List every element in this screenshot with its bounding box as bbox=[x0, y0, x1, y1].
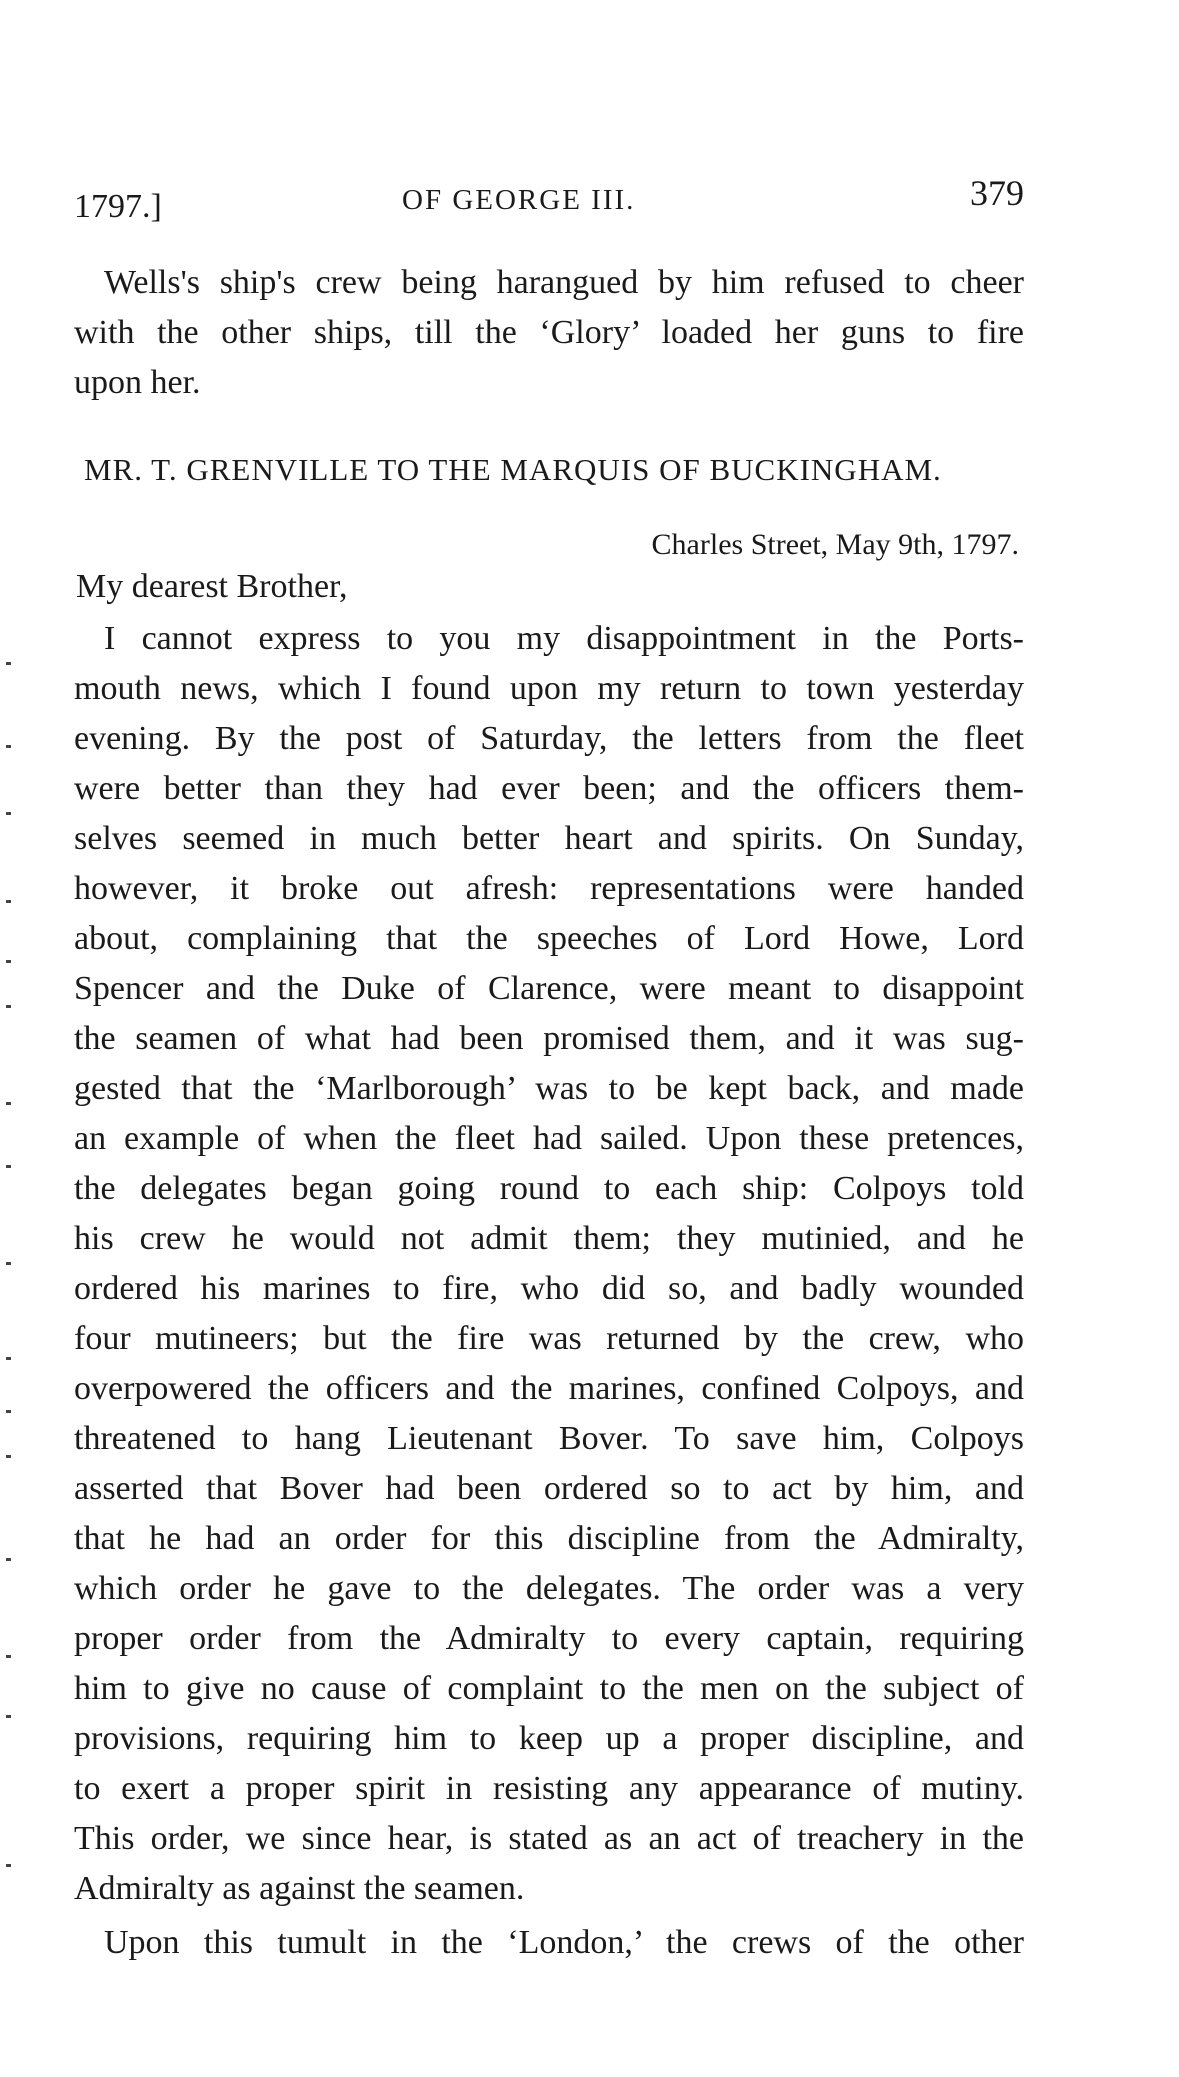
text-line: mouth news, which I found upon my return to town yesterday bbox=[74, 670, 1024, 707]
text-line: his crew he would not admit them; they mutinied, and he bbox=[74, 1220, 1024, 1257]
text-line: I cannot express to you my disappointment in the Ports- bbox=[104, 620, 1024, 657]
margin-mark bbox=[6, 1558, 11, 1561]
text-line: selves seemed in much better heart and spirits. On Sunday, bbox=[74, 820, 1024, 857]
text-line: overpowered the officers and the marines, confined Colpoys, and bbox=[74, 1370, 1024, 1407]
running-header bbox=[74, 168, 1024, 228]
text-line: however, it broke out afresh: representations were handed bbox=[74, 870, 1024, 907]
margin-marks bbox=[0, 0, 20, 2077]
text-line: Upon this tumult in the ‘London,’ the crews of the other bbox=[104, 1924, 1024, 1961]
text-line: Wells's ship's crew being harangued by him refused to cheer bbox=[104, 264, 1024, 301]
text-line: This order, we since hear, is stated as an act of treachery in the bbox=[74, 1820, 1024, 1857]
text-line: the delegates began going round to each ship: Colpoys told bbox=[74, 1170, 1024, 1207]
continuation-paragraph bbox=[74, 1918, 1024, 1968]
text-line: Admiralty as against the seamen. bbox=[74, 1870, 525, 1907]
margin-mark bbox=[6, 1455, 11, 1458]
text-line: which order he gave to the delegates. The order was a very bbox=[74, 1570, 1024, 1607]
text-line: that he had an order for this discipline from the Admiralty, bbox=[74, 1520, 1024, 1557]
margin-mark bbox=[6, 1410, 11, 1413]
margin-mark bbox=[6, 1357, 11, 1360]
text-line: evening. By the post of Saturday, the letters from the fleet bbox=[74, 720, 1024, 757]
letter-dateline: Charles Street, May 9th, 1797. bbox=[651, 528, 1019, 561]
letter-heading: MR. T. GRENVILLE TO THE MARQUIS OF BUCKINGHAM. bbox=[84, 452, 942, 487]
margin-mark bbox=[6, 1005, 11, 1008]
text-line: asserted that Bover had been ordered so to act by him, and bbox=[74, 1470, 1024, 1507]
header-title: OF GEORGE III. bbox=[402, 184, 636, 216]
margin-mark bbox=[6, 960, 11, 963]
text-line: about, complaining that the speeches of Lord Howe, Lord bbox=[74, 920, 1024, 957]
margin-mark bbox=[6, 1715, 11, 1718]
margin-mark bbox=[6, 1864, 11, 1867]
text-line: upon her. bbox=[74, 364, 201, 401]
margin-mark bbox=[6, 812, 11, 815]
margin-mark bbox=[6, 1165, 11, 1168]
text-line: proper order from the Admiralty to every captain, requiring bbox=[74, 1620, 1024, 1657]
text-line: to exert a proper spirit in resisting any appearance of mutiny. bbox=[74, 1770, 1024, 1807]
header-year: 1797.] bbox=[74, 188, 162, 225]
margin-mark bbox=[6, 900, 11, 903]
text-line: threatened to hang Lieutenant Bover. To save him, Colpoys bbox=[74, 1420, 1024, 1457]
margin-mark bbox=[6, 662, 11, 665]
margin-mark bbox=[6, 1102, 11, 1105]
text-line: Spencer and the Duke of Clarence, were meant to disappoint bbox=[74, 970, 1024, 1007]
text-line: him to give no cause of complaint to the men on the subject of bbox=[74, 1670, 1024, 1707]
letter-body bbox=[74, 614, 1024, 1914]
text-line: an example of when the fleet had sailed. Upon these pretences, bbox=[74, 1120, 1024, 1157]
margin-mark bbox=[6, 1262, 11, 1265]
text-line: ordered his marines to fire, who did so, and badly wounded bbox=[74, 1270, 1024, 1307]
text-line: provisions, requiring him to keep up a proper discipline, and bbox=[74, 1720, 1024, 1757]
text-line: with the other ships, till the ‘Glory’ loaded her guns to fire bbox=[74, 314, 1024, 351]
text-line: were better than they had ever been; and the officers them- bbox=[74, 770, 1024, 807]
margin-mark bbox=[6, 745, 11, 748]
letter-salutation: My dearest Brother, bbox=[76, 568, 348, 605]
page-number: 379 bbox=[970, 173, 1024, 213]
margin-mark bbox=[6, 1655, 11, 1658]
text-line: gested that the ‘Marlborough’ was to be kept back, and made bbox=[74, 1070, 1024, 1107]
intro-paragraph bbox=[74, 258, 1024, 408]
text-line: the seamen of what had been promised them, and it was sug- bbox=[74, 1020, 1024, 1057]
text-line: four mutineers; but the fire was returned by the crew, who bbox=[74, 1320, 1024, 1357]
